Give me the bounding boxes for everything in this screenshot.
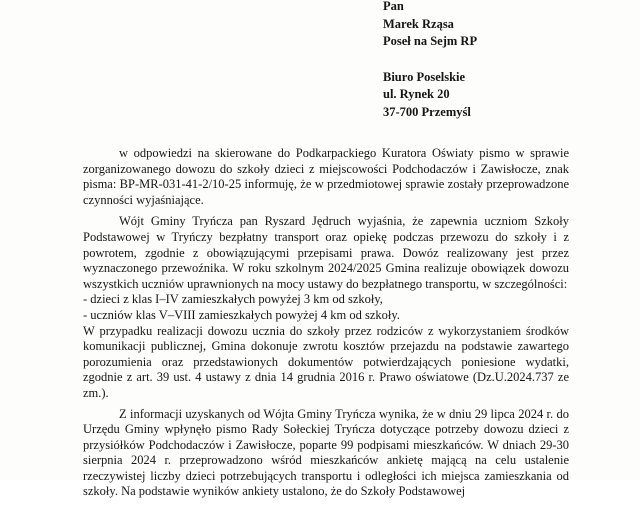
paragraph-2: Wójt Gminy Tryńcza pan Ryszard Jędruch wyjaśnia, że zapewnia uczniom Szkoły Podstawowej w Tryńczy bezpłatny transport oraz opiekę podczas przewozu do szkoły i z powrotem, zgodnie z obowiązującymi przepisami prawa. Dowóz realizowany jest przez wyznaczonego przewoźnika. W roku szkolnym 2024/2025 Gmina realizuje obowiązek dowozu wszystkich uczniów uprawnionych na mocy ustawy do bezpłatnego transportu, w szczególności:: [83, 214, 569, 291]
recipient-salutation: Pan: [383, 0, 404, 13]
list-item: - uczniów klas V–VIII zamieszkałych powyżej 4 km od szkoły.: [83, 307, 400, 322]
paragraph-3: W przypadku realizacji dowozu ucznia do szkoły przez rodziców z wykorzystaniem środków komunikacji publicznej, Gmina dokonuje zwrotu kosztów przejazdu na podstawie zawartego porozumienia oraz przedstawionych dokumentów potwierdzających poniesione wydatki, zgodnie z art. 39 ust. 4 ustawy z dnia 14 grudnia 2016 r. Prawo oświatowe (Dz.U.2024.737 ze zm.).: [83, 323, 569, 400]
recipient-title: Poseł na Sejm RP: [383, 34, 478, 48]
recipient-address: [383, 0, 477, 121]
recipient-office: Biuro Poselskie: [383, 69, 466, 84]
address-gap: [383, 51, 477, 69]
list-item: - dzieci z klas I–IV zamieszkałych powyżej 3 km od szkoły,: [83, 292, 383, 307]
recipient-city: 37-700 Przemyśl: [383, 104, 471, 119]
paragraph-4: Z informacji uzyskanych od Wójta Gminy Tryńcza wynika, że w dniu 29 lipca 2024 r. do Urzędu Gminy wpłynęło pismo Rady Sołeckiej Tryńcza dotyczące potrzeby dowozu dzieci z przysiółków Podchodaczów i Zawisłocze, poparte 99 podpisami mieszkańców. W dniach 29-30 sierpnia 2024 r. przeprowadzono wśród mieszkańców ankietę mającą na celu ustalenie rzeczywistej liczby dzieci potrzebujących transportu i odległości ich miejsca zamieszkania od szkoły. Na podstawie wyników ankiety ustalono, że do Szkoły Podstawowej: [83, 406, 569, 499]
paragraph-1: w odpowiedzi na skierowane do Podkarpackiego Kuratora Oświaty pismo w sprawie zorganizowanego dowozu do szkoły dzieci z miejscowości Podchodaczów i Zawisłocze, znak pisma: BP-MR-031-41-2/10-25 informuję, że w przedmiotowej sprawie zostały przeprowadzone czynności wyjaśniające.: [83, 146, 569, 207]
recipient-street: ul. Rynek 20: [383, 87, 450, 101]
letter-body: [83, 146, 569, 506]
recipient-name: Marek Rząsa: [383, 16, 454, 31]
